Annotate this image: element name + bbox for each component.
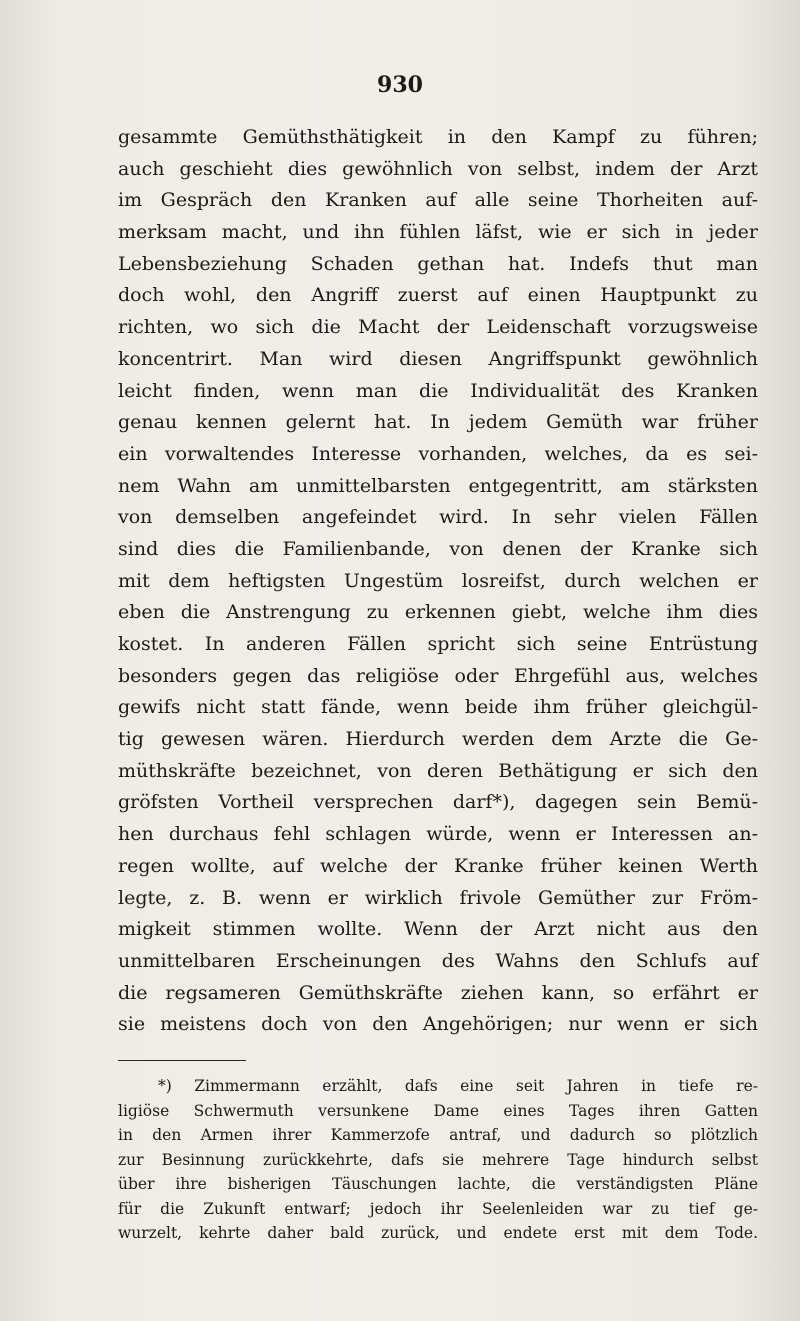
text-line: unmittelbaren Erscheinungen des Wahns den Schlufs auf — [118, 949, 758, 972]
text-line: besonders gegen das religiöse oder Ehrgefühl aus, welches — [118, 664, 758, 687]
text-line: müthskräfte bezeichnet, von deren Bethätigung er sich den — [118, 759, 758, 782]
footnote-line: für die Zukunft entwarf; jedoch ihr Seelenleiden war zu tief ge- — [118, 1199, 758, 1218]
text-line: nem Wahn am unmittelbarsten entgegentritt, am stärksten — [118, 474, 758, 497]
footnote-separator — [118, 1060, 246, 1061]
text-line: tig gewesen wären. Hierdurch werden dem Arzte die Ge- — [118, 728, 758, 751]
text-line: gesammte Gemüthsthätigkeit in den Kampf zu führen; — [118, 126, 758, 148]
text-line: merksam macht, und ihn fühlen läfst, wie er sich in jeder — [118, 221, 758, 244]
text-line: auch geschieht dies gewöhnlich von selbst, indem der Arzt — [118, 157, 758, 180]
text-line: gröfsten Vortheil versprechen darf*), dagegen sein Bemü- — [118, 791, 758, 814]
text-line: richten, wo sich die Macht der Leidenschaft vorzugsweise — [118, 316, 758, 339]
text-line: kostet. In anderen Fällen spricht sich seine Entrüstung — [118, 633, 758, 655]
text-line: sind dies die Familienbande, von denen der Kranke sich — [118, 537, 758, 560]
page-number: 930 — [377, 72, 423, 98]
text-line: genau kennen gelernt hat. In jedem Gemüth war früher — [118, 411, 758, 434]
footnote-line: über ihre bisherigen Täuschungen lachte, die verständigsten Pläne — [118, 1175, 758, 1193]
main-text — [118, 122, 758, 1041]
text-line: ein vorwaltendes Interesse vorhanden, welches, da es sei- — [118, 442, 758, 465]
text-line: mit dem heftigsten Ungestüm losreifst, durch welchen er — [118, 569, 758, 592]
text-line: die regsameren Gemüthskräfte ziehen kann, so erfährt er — [118, 981, 758, 1004]
text-line: von demselben angefeindet wird. In sehr vielen Fällen — [118, 506, 758, 529]
text-line: legte, z. B. wenn er wirklich frivole Gemüther zur Fröm- — [118, 886, 758, 909]
footnote-line: wurzelt, kehrte daher bald zurück, und endete erst mit dem Tode. — [118, 1224, 758, 1242]
text-line: koncentrirt. Man wird diesen Angriffspunkt gewöhnlich — [118, 347, 758, 370]
footnote-line: in den Armen ihrer Kammerzofe antraf, und dadurch so plötzlich — [118, 1126, 758, 1144]
text-line: im Gespräch den Kranken auf alle seine Thorheiten auf- — [118, 189, 758, 212]
text-line: doch wohl, den Angriff zuerst auf einen Hauptpunkt zu — [118, 284, 758, 307]
text-line: Lebensbeziehung Schaden gethan hat. Indefs thut man — [118, 252, 758, 275]
footnote-line: *) Zimmermann erzählt, dafs eine seit Jahren in tiefe re- — [158, 1077, 758, 1095]
text-line: sie meistens doch von den Angehörigen; nur wenn er sich — [118, 1013, 758, 1036]
text-line: hen durchaus fehl schlagen würde, wenn er Interessen an- — [118, 823, 758, 846]
footnote — [118, 1074, 758, 1246]
text-line: migkeit stimmen wollte. Wenn der Arzt nicht aus den — [118, 918, 758, 941]
footnote-line: zur Besinnung zurückkehrte, dafs sie mehrere Tage hindurch selbst — [118, 1150, 758, 1169]
footnote-line: ligiöse Schwermuth versunkene Dame eines Tages ihren Gatten — [118, 1101, 758, 1120]
text-line: gewifs nicht statt fände, wenn beide ihm früher gleichgül- — [118, 696, 758, 719]
text-line: leicht finden, wenn man die Individualität des Kranken — [118, 379, 758, 402]
text-line: eben die Anstrengung zu erkennen giebt, welche ihm dies — [118, 601, 758, 624]
text-line: regen wollte, auf welche der Kranke früher keinen Werth — [118, 854, 758, 877]
